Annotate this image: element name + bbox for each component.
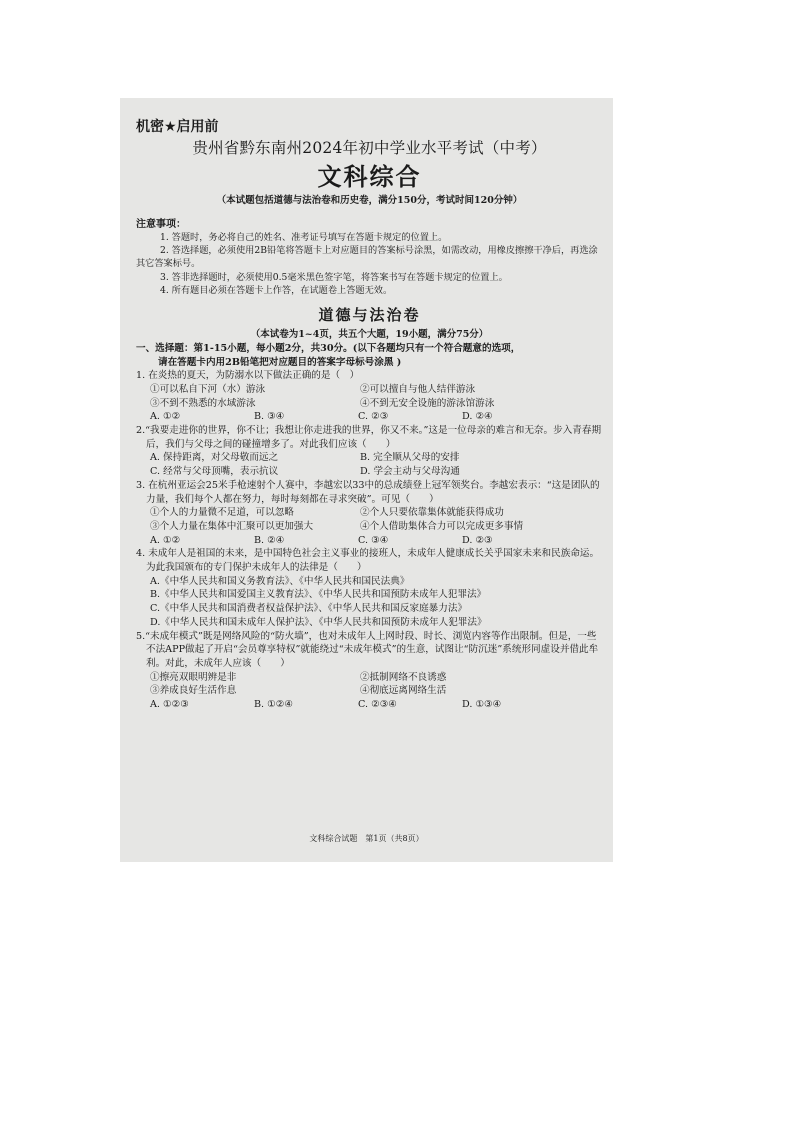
choice: ①可以私自下河（水）游泳	[150, 383, 266, 395]
section-note: （本试卷为1~4页，共五个大题，19小题，满分75分）	[250, 329, 489, 341]
choice: ②个人只要依靠集体就能获得成功	[360, 507, 504, 519]
page-footer: 文科综合试题 第1页（共8页）	[309, 834, 424, 843]
choice: ②可以擅自与他人结伴游泳	[360, 383, 476, 395]
choice: ③个人力量在集体中汇聚可以更加强大	[150, 520, 314, 532]
subject-note: （本试题包括道德与法治卷和历史卷，满分150分，考试时间120分钟）	[216, 195, 523, 206]
exam-paper	[120, 98, 613, 862]
exam-title: 贵州省黔东南州2024年初中学业水平考试（中考）	[192, 139, 547, 157]
question-stem: 3. 在杭州亚运会25米手枪速射个人赛中，李越宏以33中的总成绩登上冠军领奖台。李越宏表示：“这是团队的力量，我们每个人都在努力，每时每刻都在寻求突破”。可见（ ）	[136, 479, 600, 505]
choice-grid	[136, 506, 603, 533]
choice: ②抵制网络不良诱惑	[360, 671, 447, 683]
answer-option: B. ②④	[254, 534, 285, 546]
notice-heading: 注意事项：	[136, 219, 186, 230]
choice: ③不到不熟悉的水域游泳	[150, 397, 256, 409]
choice: ④个人借助集体合力可以完成更多事情	[360, 520, 524, 532]
choice: B.《中华人民共和国爱国主义教育法》、《中华人民共和国预防未成年人犯罪法》	[150, 589, 487, 601]
answer-option: D. ②③	[462, 534, 493, 546]
answer-option: D. ②④	[462, 411, 493, 423]
notice-item: 2. 答选择题，必须使用2B铅笔将答题卡上对应题目的答案标号涂黑，如需改动，用橡皮擦擦干净后，再选涂其它答案标号。	[136, 245, 598, 270]
part-heading-line: 一、选择题：第1-15小题，每小题2分，共30分。(以下各题均只有一个符合题意的选项，	[136, 343, 521, 355]
notice-item: 1. 答题时，务必将自己的姓名、准考证号填写在答题卡规定的位置上。	[160, 232, 448, 243]
choice: D.《中华人民共和国未成年人保护法》、《中华人民共和国预防未成年人犯罪法》	[150, 616, 487, 628]
part-heading-line: 请在答题卡内用2B铅笔把对应题目的答案字母标号涂黑 )	[158, 356, 402, 368]
choice: ④彻底远离网络生活	[360, 685, 447, 697]
notice-list	[136, 231, 603, 297]
question-stem: 1. 在炎热的夏天，为防溺水以下做法正确的是（ ）	[136, 370, 360, 382]
question-2	[136, 424, 603, 479]
subject-title: 文科综合	[317, 162, 422, 191]
question-stem: 4. 未成年人是祖国的未来，是中国特色社会主义事业的接班人，未成年人健康成长关乎国家未来和民族命运。为此我国颁布的专门保护未成年人的法律是（ ）	[136, 548, 600, 574]
confidential-label: 机密★启用前	[136, 119, 219, 135]
question-stem: 5.“未成年模式”既是网络风险的“防火墙”，也对未成年人上网时段、时长、浏览内容等作出限制。但是，一些不法APP做起了开启“会员尊享特权”就能绕过“未成年模式”的生意，试图让“防沉迷”系统形同虚设并借此牟利。对此，未成年人应该（ ）	[136, 630, 599, 669]
section-title: 道德与法治卷	[318, 306, 421, 325]
choice-grid	[136, 451, 603, 478]
choice: C. 经常与父母顶嘴，表示抗议	[150, 466, 279, 478]
answer-option: C. ③④	[358, 534, 389, 546]
answer-options	[136, 410, 603, 424]
question-1	[136, 369, 603, 424]
answer-options	[136, 534, 603, 548]
answer-option: B. ①②④	[254, 699, 293, 711]
choice: ①个人的力量微不足道，可以忽略	[150, 507, 294, 519]
answer-options	[136, 698, 603, 712]
choice-grid	[136, 383, 603, 410]
choice: ③养成良好生活作息	[150, 685, 237, 697]
choice: ①擦亮双眼明辨是非	[150, 671, 237, 683]
question-3	[136, 479, 603, 548]
choice: A. 保持距离，对父母敬而远之	[150, 452, 279, 464]
answer-option: A. ①②	[150, 411, 181, 423]
question-stem: 2.“我要走进你的世界，你不让；我想让你走进我的世界，你又不来。”这是一位母亲的难言和无奈。步入青春期后，我们与父母之间的碰撞增多了。对此我们应该（ ）	[136, 425, 602, 450]
part-heading	[136, 342, 603, 369]
choice-grid	[136, 671, 603, 698]
choice: ④不到无安全设施的游泳馆游泳	[360, 397, 495, 409]
notice-item: 4. 所有题目必须在答题卡上作答，在试题卷上答题无效。	[160, 284, 393, 296]
choice: A.《中华人民共和国义务教育法》、《中华人民共和国民法典》	[150, 575, 410, 587]
notice-item: 3. 答非选择题时，必须使用0.5毫米黑色签字笔，将答案书写在答题卡规定的位置上。	[160, 271, 508, 283]
answer-option: C. ②③	[358, 411, 389, 423]
choice: C.《中华人民共和国消费者权益保护法》、《中华人民共和国反家庭暴力法》	[150, 603, 468, 615]
question-5	[136, 630, 603, 712]
answer-option: A. ①②③	[150, 699, 189, 711]
answer-option: D. ①③④	[462, 699, 502, 711]
question-4	[136, 547, 603, 629]
answer-option: C. ②③④	[358, 699, 397, 711]
choice: B. 完全顺从父母的安排	[360, 452, 460, 464]
choice: D. 学会主动与父母沟通	[360, 466, 460, 478]
answer-option: A. ①②	[150, 534, 181, 546]
answer-option: B. ③④	[254, 411, 285, 423]
